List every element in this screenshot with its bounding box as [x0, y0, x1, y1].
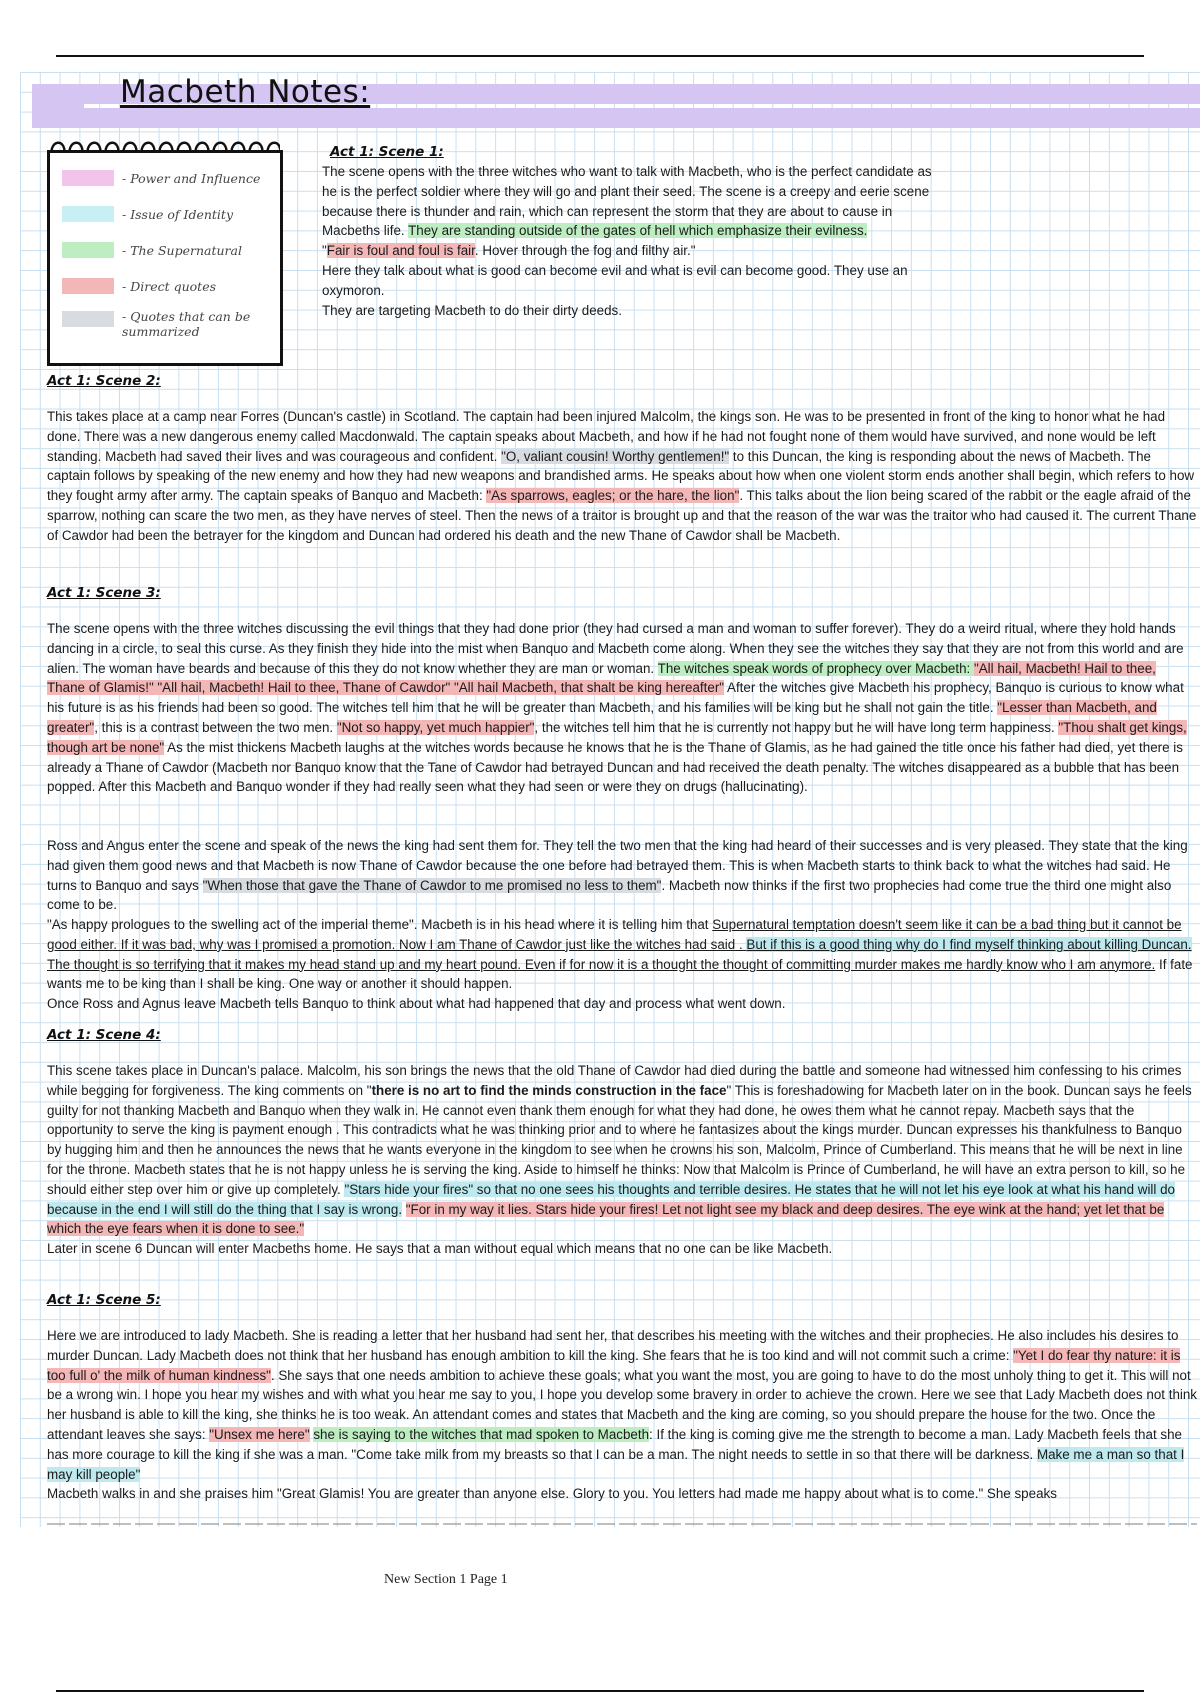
scene4-text: This scene takes place in Duncan's palace. Malcolm, his son brings the news that the old Thane of Cawdor had died during the battle and someone had witnessed him confessing to his crimes while begging for forgiveness. The king comments on "there is no art to find the minds construction in the face" This is foreshadowing for Macbeth later on in the book. Duncan says he feels guilty for not thanking Macbeth and Banquo when they walk in. He cannot even thank them enough for what they had done, he owes them what he cannot repay. Macbeth says that the opportunity to serve the king is payment enough . This contradicts what he was thinking prior and to where he fantasizes about the kings murder. Duncan expresses his thankfulness to Banquo by hugging him and then he announces the news that he wants everyone in the kingdom to see when he crowns his son, Malcolm, Prince of Cumberland. This means that he will be next in line for the throne. Macbeth states that he is not happy unless he is serving the king. Aside to himself he thinks: Now that Malcolm is Prince of Cumberland, he will have an extra person to kill, so he should either step over him or give up completely. "Stars hide your fires" so that no one sees his thoughts and terrible desires. He states that he will not let his eye look at what his hand will do because in the end I will still do the thing that I say is wrong. "For in my way it lies. Stars hide your fires! Let not light see my black and deep desires. The eye wink at the hand; yet let that be which the eye fears when it is done to see." Later in scene 6 Duncan will enter Macbeths home. He says that a man without equal which means that no one can be like Macbeth.	[47, 1063, 1192, 1257]
legend-label: - The Supernatural	[122, 242, 242, 258]
bold-quote: there is no art to find the minds construction in the face	[371, 1082, 727, 1098]
title-highlight-band	[32, 108, 1200, 128]
legend-label: - Power and Influence	[122, 170, 261, 186]
quote-highlight: "Thou shalt get kings, though art be none"	[47, 719, 1187, 755]
page-footer: New Section 1 Page 1	[384, 1572, 508, 1587]
quote-highlight: "All hail, Macbeth! Hail to thee, Thane of Glamis!" "All hail, Macbeth! Hail to thee, Thane of Cawdor" "All hail Macbeth, that shalt be king hereafter"	[47, 660, 1156, 696]
legend-swatch-grey	[62, 311, 114, 327]
quote-highlight: "Unsex me here"	[209, 1426, 310, 1442]
legend-swatch-pink	[62, 170, 114, 186]
legend-item	[62, 309, 262, 349]
quote-highlight: Fair is foul and foul is fair	[326, 243, 475, 259]
identity-highlight: "Stars hide your fires" so that no one sees his thoughts and terrible desires. He states that he will not let his eye look at what his hand will do because in the end I will still do the thing that I say is wrong.	[47, 1181, 1175, 1217]
summary-quote-highlight: "O, valiant cousin! Worthy gentlemen!"	[501, 448, 730, 464]
scene5-text: Here we are introduced to lady Macbeth. She is reading a letter that her husband had sent her, that describes his meeting with the witches and their prophecies. He also includes his desires to murder Duncan. Lady Macbeth does not think that her husband has enough ambition to kill the king. She fears that he is too kind and will not commit such a crime: "Yet I do fear thy nature: it is too full o' the milk of human kindness". She says that one needs ambition to achieve these goals; what you want the most, you are going to have to do the most unholy thing to get it. This will not be a wrong win. I hope you hear my wishes and with what you hear me say to you, I hope you develop some bravery in order to achieve the crown. Here we see that Lady Macbeth does not think her husband is able to kill the king, she thinks he is too weak. An attendant comes and states that Macbeth and the king are coming, so you should prepare the house for the two. Once the attendant leaves she says: "Unsex me here" she is saying to the witches that mad spoken to Macbeth: If the king is coming give me the strength to become a man. Lady Macbeth feels that she has more courage to kill the king if she was a man. "Come take milk from my breasts so that I can be a man. The night needs to settle in so that there will be darkness. Make me a man so that I may kill people" Macbeth walks in and she praises him "Great Glamis! You are greater than anyone else. Glory to you. You letters had made me happy about what is to come." She speaks	[47, 1328, 1198, 1502]
scene2-text: This takes place at a camp near Forres (Duncan's castle) in Scotland. The captain had been injured Malcolm, the kings son. He was to be presented in front of the king to honor what he had done. There was a new dangerous enemy called Macdonwald. The captain speaks about Macbeth, and how if he had not fought none of them would have survived, and none would be left standing. Macbeth had saved their lives and was courageous and confident. "O, valiant cousin! Worthy gentlemen!" to this Duncan, the king is responding about the news of Macbeth. The captain follows by speaking of the new enemy and how they had new weapons and brandished arms. He speaks about how when one violent storm ends another shall begin, which refers to how they fought army after army. The captain speaks of Banquo and Macbeth: "As sparrows, eagles; or the hare, the lion". This talks about the lion being scared of the rabbit or the eagle afraid of the sparrow, nothing can scare the two men, as they have nerves of steel. Then the news of a traitor is brought up and that the reason of the war was the traitor who had caused it. The current Thane of Cawdor had been the betrayer for the kingdom and Duncan had ordered his death and the new Thane of Cawdor shall be Macbeth.	[47, 409, 1197, 543]
identity-highlight: Make me a man so that I may kill people"	[47, 1446, 1185, 1482]
legend-item	[62, 201, 233, 227]
scene3-text: The scene opens with the three witches discussing the evil things that they had done prior (they had cursed a man and woman to suffer forever). They do a weird ritual, where they hold hands dancing in a circle, to seal this curse. As they finish they hide into the mist when Banquo and Macbeth come along. When they see the witches they say that they are not from this world and are alien. The woman have beards and because of this they do not know whether they are man or woman. The witches speak words of prophecy over Macbeth: "All hail, Macbeth! Hail to thee, Thane of Glamis!" "All hail, Macbeth! Hail to thee, Thane of Cawdor" "All hail Macbeth, that shalt be king hereafter" After the witches give Macbeth his prophecy, Banquo is curious to know what his future is as his friends had been so good. The witches tell him that he will be greater than Macbeth, and his families will be king but he shall not gain the title. "Lesser than Macbeth, and greater", this is a contrast between the two men. "Not so happy, yet much happier", the witches tell him that he is currently not happy but he will have long term happiness. "Thou shalt get kings, though art be none" As the mist thickens Macbeth laughs at the witches words because he knows that he is the Thane of Glamis, as he had gained the title once his father had died, yet there is already a Thane of Cawdor (Macbeth nor Banquo know that the Tane of Cawdor had betrayed Duncan and had received the death penalty. The witches disappeared as a bubble that has been popped. After this Macbeth and Banquo wonder if they had really seen what they had seen or were they on drugs (hallucinating).	[47, 621, 1187, 795]
quote-highlight: "Yet I do fear thy nature: it is too full o' the milk of human kindness"	[47, 1347, 1181, 1383]
legend-swatch-red	[62, 278, 114, 294]
legend-item	[62, 273, 216, 299]
page-title: Macbeth Notes:	[120, 74, 371, 110]
quote-highlight: "Lesser than Macbeth, and greater"	[47, 700, 1157, 735]
scene1-text: The scene opens with the three witches who want to talk with Macbeth, who is the perfect candidate as he is the perfect soldier where they will go and plant their seed. The scene is a creepy and eerie scene because there is thunder and rain, which can represent the storm that they are about to cause in Macbeths life. They are standing outside of the gates of hell which emphasize their evilness. "Fair is foul and foul is fair. Hover through the fog and filthy air." Here they talk about what is good can become evil and what is evil can become good. They use an oxymoron. They are targeting Macbeth to do their dirty deeds.	[322, 164, 932, 318]
underlined-text: Supernatural temptation doesn't seem like it can be a bad thing but it cannot be good either. If it was bad, why was I promised a promotion. Now I am Thane of Cawdor just like the witches had said .	[47, 917, 1182, 952]
top-rule	[56, 55, 1144, 57]
supernatural-highlight: They are standing outside of the gates of hell which emphasize their evilness.	[408, 223, 868, 239]
scene-heading: Act 1: Scene 2:	[47, 373, 161, 389]
legend-label: - Issue of Identity	[122, 206, 234, 222]
legend-item	[62, 237, 242, 263]
scene-heading: Act 1: Scene 5:	[47, 1292, 161, 1308]
bottom-rule	[56, 1690, 1144, 1692]
summary-quote-highlight: "When those that gave the Thane of Cawdor to me promised no less to them"	[202, 877, 662, 893]
scene-heading: Act 1: Scene 3:	[47, 585, 161, 601]
legend-label: - Direct quotes	[122, 278, 217, 294]
supernatural-highlight: The witches speak words of prophecy over Macbeth:	[657, 660, 974, 676]
legend-label: - Quotes that can be summarized	[122, 309, 251, 339]
scene-heading: Act 1: Scene 1:	[330, 144, 444, 160]
legend-item	[62, 165, 260, 191]
quote-highlight: "Not so happy, yet much happier"	[336, 719, 535, 735]
underlined-text: The thought is so terrifying that it makes my head stand up and my heart pound. Even if for now it is a thought the thought of committing murder makes me hardly know who I am anymore.	[47, 956, 1156, 972]
color-legend	[47, 150, 283, 366]
supernatural-highlight: she is saying to the witches that mad spoken to Macbeth	[313, 1426, 650, 1442]
identity-highlight: But if this is a good thing why do I find myself thinking about killing Duncan.	[746, 936, 1192, 952]
scene3-text-3: "As happy prologues to the swelling act of the imperial theme". Macbeth is in his head where it is telling him that Supernatural temptation doesn't seem like it can be a bad thing but it cannot be good either. If it was bad, why was I promised a promotion. Now I am Thane of Cawdor just like the witches had said . But if this is a good thing why do I find myself thinking about killing Duncan. The thought is so terrifying that it makes my head stand up and my heart pound. Even if for now it is a thought the thought of committing murder makes me hardly know who I am anymore. If fate wants me to be king than I shall be king. One way or another it should happen. Once Ross and Agnus leave Macbeth tells Banquo to think about what had happened that day and process what went down.	[47, 917, 1193, 1012]
legend-swatch-green	[62, 242, 114, 258]
scene3-text-2: Ross and Angus enter the scene and speak of the news the king had sent them for. They tell the two men that the king had heard of their successes and is very pleased. They state that the king had given them good news and that Macbeth is now Thane of Cawdor because the one before had betrayed them. This is when Macbeth starts to think back to what the witches had said. He turns to Banquo and says "When those that gave the Thane of Cawdor to me promised no less to them". Macbeth now thinks if the first two prophecies had come true the third one might also come to be.	[47, 838, 1188, 913]
scene-heading: Act 1: Scene 4:	[47, 1027, 161, 1043]
legend-swatch-teal	[62, 206, 114, 222]
quote-highlight: "As sparrows, eagles; or the hare, the lion"	[486, 488, 740, 504]
cut-off-text-line	[47, 1522, 1197, 1526]
quote-highlight: "For in my way it lies. Stars hide your fires! Let not light see my black and deep desires. The eye wink at the hand; yet let that be which the eye fears when it is done to see."	[47, 1201, 1165, 1237]
title-highlight-block	[32, 84, 84, 128]
